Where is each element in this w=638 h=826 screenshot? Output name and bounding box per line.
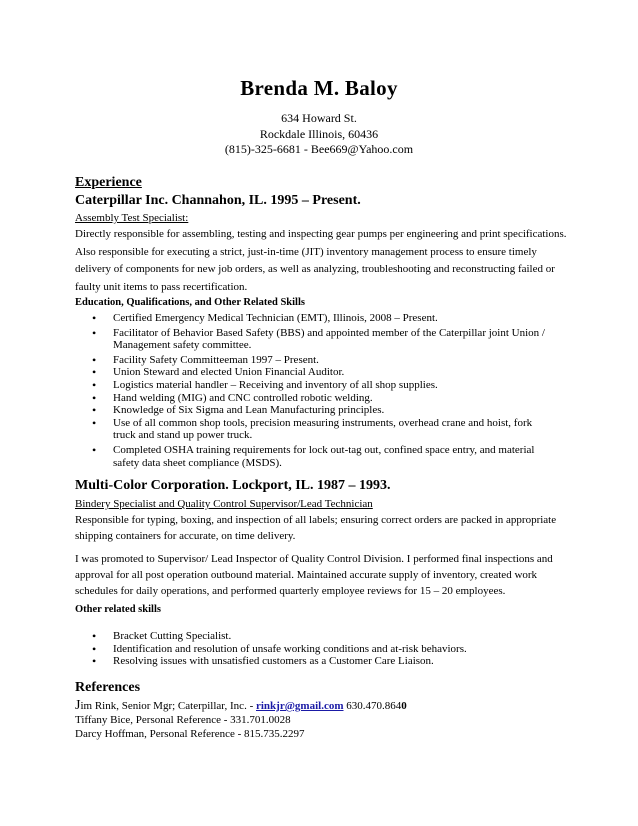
job1-skills-heading: Education, Qualifications, and Other Related Skills: [75, 297, 305, 308]
bullet-icon: •: [92, 629, 97, 643]
job1-title: Assembly Test Specialist:: [75, 212, 189, 224]
job2-description: Responsible for typing, boxing, and inspection of all labels; ensuring correct orders are packed in appropriate shipping containers for accurate, on time delivery.: [75, 514, 557, 542]
bullet-icon: •: [92, 442, 97, 457]
applicant-name: Brenda M. Baloy: [240, 76, 398, 100]
list-item: • Facilitator of Behavior Based Safety (BBS) and appointed member of the Caterpillar joint Union / Management safety committee.: [92, 325, 545, 352]
reference-1: Jim Rink, Senior Mgr; Caterpillar, Inc. - rinkjr@gmail.com 630.470.8640: [75, 698, 407, 713]
bullet-icon: •: [92, 390, 97, 405]
bullet-icon: •: [92, 365, 97, 380]
list-item: • Union Steward and elected Union Financial Auditor.: [92, 365, 345, 380]
list-item: • Completed OSHA training requirements for lock out-tag out, confined space entry, and material safety data sheet compliance (MSDS).: [92, 442, 535, 469]
job1-employer: Caterpillar Inc. Channahon, IL. 1995 – Present.: [75, 193, 361, 208]
job2-title: Bindery Specialist and Quality Control Supervisor/Lead Technician: [75, 498, 373, 510]
reference-email-link[interactable]: rinkjr@gmail.com: [255, 700, 344, 712]
experience-heading: Experience: [75, 175, 142, 190]
list-item: • Facility Safety Committeeman 1997 – Present.: [92, 352, 319, 367]
bullet-icon: •: [92, 325, 97, 340]
job2-employer: Multi-Color Corporation. Lockport, IL. 1987 – 1993.: [75, 478, 391, 493]
bullet-icon: •: [92, 352, 97, 367]
list-item: • Logistics material handler – Receiving and inventory of all shop supplies.: [92, 377, 438, 392]
list-item: • Bracket Cutting Specialist.: [92, 629, 232, 643]
list-item: • Use of all common shop tools, precision measuring instruments, overhead crane and hoist, fork truck and stand up power truck.: [92, 415, 533, 442]
reference-2: Tiffany Bice, Personal Reference - 331.701.0028: [75, 714, 291, 726]
bullet-icon: •: [92, 403, 97, 418]
bullet-icon: •: [92, 641, 97, 656]
bullet-icon: •: [92, 654, 97, 669]
job2-skills-list: [75, 630, 545, 668]
list-item: • Hand welding (MIG) and CNC controlled robotic welding.: [92, 390, 373, 405]
bullet-icon: •: [92, 311, 97, 325]
references-heading: References: [75, 680, 141, 695]
bullet-icon: •: [92, 415, 97, 430]
list-item: • Resolving issues with unsatisfied customers as a Customer Care Liaison.: [92, 654, 434, 669]
job2-promotion: I was promoted to Supervisor/ Lead Inspector of Quality Control Division. I performed final inspections and approval for all post operation outbound material. Maintained accurate supply of inventory, created work schedules for daily operations, and performed quarterly employee reviews for 15 – 20 employees.: [75, 553, 553, 597]
job1-skills-list: [75, 312, 545, 469]
list-item: • Knowledge of Six Sigma and Lean Manufacturing principles.: [92, 403, 385, 418]
contact-line: (815)-325-6681 - Bee669@Yahoo.com: [224, 142, 414, 156]
job1-description: Directly responsible for assembling, testing and inspecting gear pumps per engineering and print specifications. Also responsible for executing a strict, just-in-time (JIT) inventory management process to ensure timely delivery of components for new job orders, as well as analyzing, troubleshooting and reconstructing failed or faulty unit items to pass recertification.: [75, 228, 567, 293]
address-line-1: 634 Howard St.: [281, 111, 357, 125]
address-line-2: Rockdale Illinois, 60436: [259, 127, 379, 141]
bullet-icon: •: [92, 377, 97, 392]
list-item: • Identification and resolution of unsafe working conditions and at-risk behaviors.: [92, 641, 467, 656]
job2-skills-heading: Other related skills: [75, 604, 161, 615]
reference-3: Darcy Hoffman, Personal Reference - 815.735.2297: [75, 728, 305, 740]
list-item: • Certified Emergency Medical Technician (EMT), Illinois, 2008 – Present.: [92, 311, 438, 325]
